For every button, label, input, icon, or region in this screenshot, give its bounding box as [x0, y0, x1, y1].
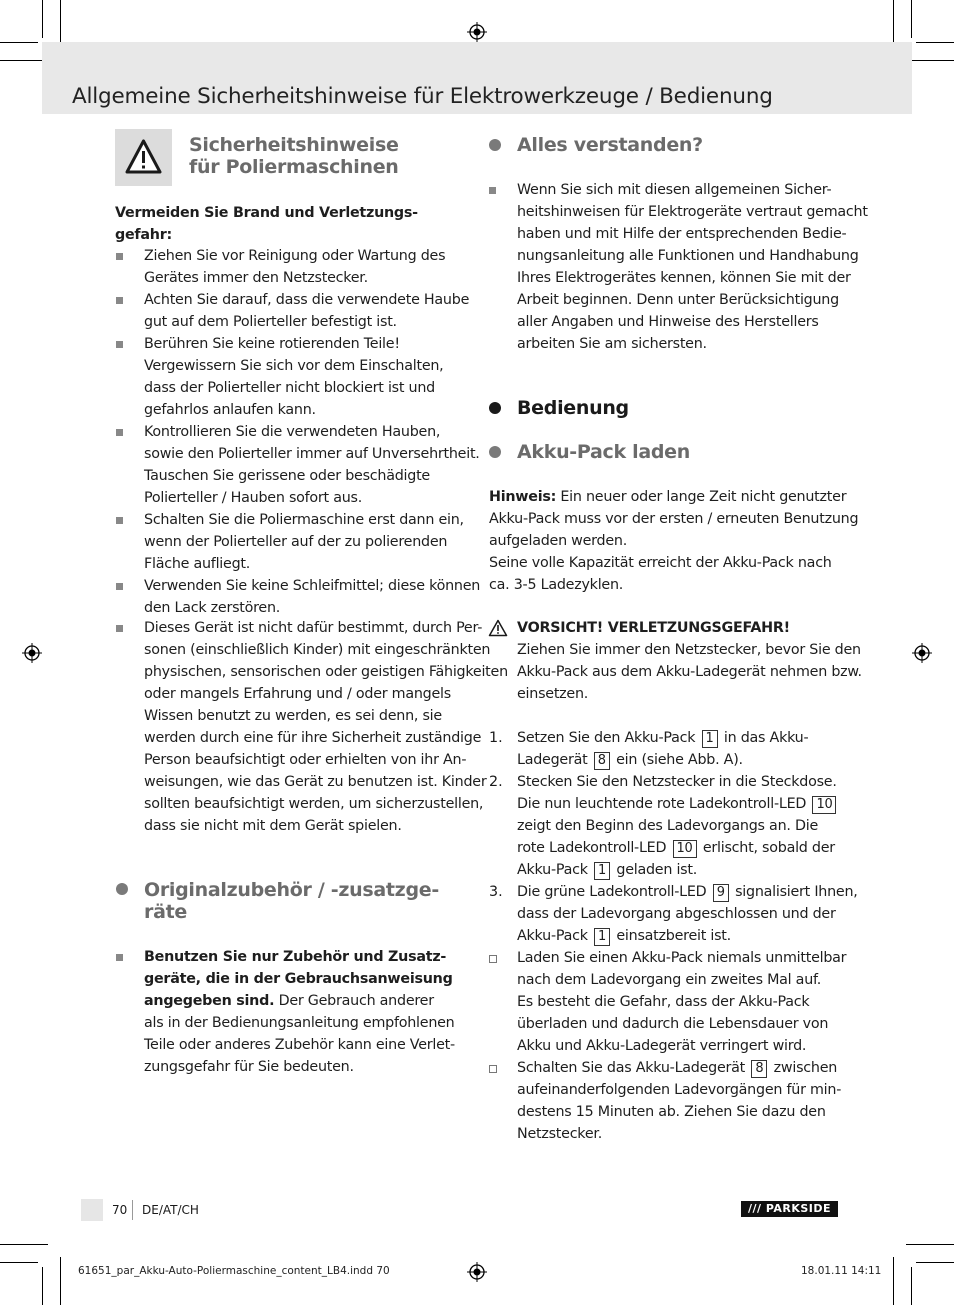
text-line: Fläche aufliegt.: [144, 556, 251, 572]
text-line: Kontrollieren Sie die verwendeten Hauben,: [144, 424, 441, 440]
text-line: destens 15 Minuten ab. Ziehen Sie dazu den: [517, 1104, 826, 1120]
text-line: Ziehen Sie immer den Netzstecker, bevor Sie den: [517, 642, 861, 658]
text-line: gefahr:: [115, 227, 172, 243]
text-line: Wissen benutzt zu werden, es sei denn, sie: [144, 708, 442, 724]
text-line: dass der Ladevorgang abgeschlossen und der: [517, 906, 836, 922]
steps-text: [517, 727, 858, 947]
note-text: [517, 947, 846, 1057]
section-title-operation: Bedienung: [517, 397, 629, 419]
text-line: heitshinweisen für Elektrogeräte vertraut gemacht: [517, 204, 868, 220]
ref-box: 9: [713, 884, 729, 902]
text-span: erlischt, sobald der: [702, 840, 835, 856]
list-item: [144, 245, 445, 289]
crop-mark: [911, 1267, 912, 1305]
section-title-line: räte: [144, 901, 187, 923]
text-line: Laden Sie einen Akku-Pack niemals unmittelbar: [517, 950, 847, 966]
step-number: 2.: [489, 774, 503, 790]
text-line: wenn der Polierteller auf der zu polierenden: [144, 534, 448, 550]
caution-text: [517, 617, 862, 705]
registration-mark-icon: [22, 643, 42, 663]
text-line: aller Angaben und Hinweise des Herstellers: [517, 314, 819, 330]
ref-box: 1: [594, 862, 610, 880]
crop-mark: [906, 60, 954, 61]
brand-logo: [741, 1201, 838, 1217]
list-item: [144, 421, 480, 509]
ref-box: 8: [751, 1060, 767, 1078]
text-line: Akku-Pack aus dem Akku-Ladegerät nehmen bzw.: [517, 664, 862, 680]
text-line: Gerätes immer den Netzstecker.: [144, 270, 368, 286]
list-bullet-icon: [116, 429, 123, 436]
page-title: Allgemeine Sicherheitshinweise für Elektrowerkzeuge / Bedienung: [72, 84, 773, 109]
crop-mark: [916, 1262, 954, 1263]
list-bullet-icon: [116, 625, 123, 632]
list-item: [144, 575, 480, 619]
text-span: Die nun leuchtende rote Ladekontroll-LED: [517, 796, 807, 812]
text-line: nach dem Ladevorgang ein zweites Mal auf.: [517, 972, 822, 988]
hint-text: [489, 486, 858, 596]
understood-text: [517, 179, 868, 355]
registration-mark-icon: [912, 643, 932, 663]
text-span: einsatzbereit ist.: [616, 928, 731, 944]
step-number: 3.: [489, 884, 503, 900]
text-span: zwischen: [773, 1060, 838, 1076]
text-line: Achten Sie darauf, dass die verwendete Haube: [144, 292, 470, 308]
region-code: DE/AT/CH: [142, 1203, 199, 1217]
text-line: Es besteht die Gefahr, dass der Akku-Pack: [517, 994, 810, 1010]
section-title-accessories: [144, 879, 439, 923]
section-title-line: Sicherheitshinweise: [189, 134, 399, 156]
crop-mark: [893, 1257, 894, 1305]
list-bullet-icon: [116, 253, 123, 260]
text-line: einsetzen.: [517, 686, 589, 702]
text-line: aufeinanderfolgenden Ladevorgängen für min-: [517, 1082, 842, 1098]
text-line: Berühren Sie keine rotierenden Teile!: [144, 336, 400, 352]
text-line: Akku-Pack muss vor der ersten / erneuten Benutzung: [489, 511, 859, 527]
text-line: nungsanleitung alle Funktionen und Handhabung: [517, 248, 859, 264]
text-line: Tauschen Sie gerissene oder beschädigte: [144, 468, 430, 484]
crop-mark: [0, 42, 38, 43]
note-bullet-icon: [489, 1065, 497, 1073]
crop-mark: [0, 1262, 38, 1263]
footer-page-box: [81, 1199, 103, 1221]
list-item: [144, 617, 508, 837]
text-line: dass der Polierteller nicht blockiert ist und: [144, 380, 435, 396]
text-line: Seine volle Kapazität erreicht der Akku-Pack nach: [489, 555, 832, 571]
text-line: Ziehen Sie vor Reinigung oder Wartung des: [144, 248, 446, 264]
crop-mark: [893, 0, 894, 48]
page-number: 70: [112, 1203, 128, 1217]
text-line: zungsgefahr für Sie bedeuten.: [144, 1059, 354, 1075]
list-bullet-icon: [116, 583, 123, 590]
text-line: aufgeladen werden.: [489, 533, 628, 549]
ref-box: 10: [812, 796, 836, 814]
text-line: Vergewissern Sie sich vor dem Einschalten,: [144, 358, 444, 374]
text-line: oder mangels Erfahrung und / oder mangels: [144, 686, 451, 702]
caution-title: VORSICHT! VERLETZUNGSGEFAHR!: [517, 620, 790, 636]
registration-mark-icon: [467, 22, 487, 42]
text-line: als in der Bedienungsanleitung empfohlenen: [144, 1015, 455, 1031]
text-line: Schalten Sie die Poliermaschine erst dann ein,: [144, 512, 464, 528]
text-line: Polierteller / Hauben sofort aus.: [144, 490, 363, 506]
text-line: Verwenden Sie keine Schleifmittel; diese können: [144, 578, 481, 594]
text-span: Akku-Pack: [517, 928, 588, 944]
text-line: haben und mit Hilfe der entsprechenden Bedie-: [517, 226, 847, 242]
text-line: Ihres Elektrogerätes kennen, können Sie mit der: [517, 270, 851, 286]
text-span: Die grüne Ladekontroll-LED: [517, 884, 707, 900]
section-title-safety: [189, 134, 399, 178]
list-bullet-icon: [116, 954, 123, 961]
list-bullet-icon: [489, 187, 496, 194]
text-span: Ein neuer oder lange Zeit nicht genutzter: [556, 489, 847, 505]
list-bullet-icon: [116, 341, 123, 348]
text-span: rote Ladekontroll-LED: [517, 840, 667, 856]
crop-mark: [0, 60, 48, 61]
text-span: Der Gebrauch anderer: [274, 993, 434, 1009]
brand-logo-text: /// PARKSIDE: [747, 1202, 832, 1215]
text-line: physischen, sensorischen oder geistigen Fähigkeiten: [144, 664, 508, 680]
text-line: gefahrlos anlaufen kann.: [144, 402, 316, 418]
text-line: ca. 3-5 Ladezyklen.: [489, 577, 624, 593]
text-line: Akku und Akku-Ladegerät verringert wird.: [517, 1038, 807, 1054]
text-line: Person beaufsichtigt oder erhielten von ihr An-: [144, 752, 467, 768]
text-line: werden durch eine für ihre Sicherheit zuständige: [144, 730, 482, 746]
step-number: 1.: [489, 730, 503, 746]
list-item: [144, 289, 469, 333]
footer-divider: [132, 1200, 133, 1220]
text-span: Setzen Sie den Akku-Pack: [517, 730, 696, 746]
print-date: 18.01.11 14:11: [801, 1265, 882, 1277]
file-slug: 61651_par_Akku-Auto-Poliermaschine_content_LB4.indd 70: [78, 1265, 390, 1277]
text-line: Stecken Sie den Netzstecker in die Steckdose.: [517, 774, 837, 790]
bullet-dot-icon: [116, 883, 128, 895]
text-line: dass sie nicht mit dem Gerät spielen.: [144, 818, 402, 834]
text-span: ein (siehe Abb. A).: [616, 752, 743, 768]
crop-mark: [0, 1244, 48, 1245]
section-title-line: für Poliermaschinen: [189, 156, 399, 178]
bullet-dot-icon: [489, 402, 501, 414]
crop-mark: [60, 0, 61, 48]
ref-box: 8: [594, 752, 610, 770]
crop-mark: [42, 0, 43, 38]
registration-mark-icon: [467, 1262, 487, 1282]
text-span: Akku-Pack: [517, 862, 588, 878]
crop-mark: [906, 1244, 954, 1245]
section-title-charge: Akku-Pack laden: [517, 441, 690, 463]
text-line: Wenn Sie sich mit diesen allgemeinen Sicher-: [517, 182, 832, 198]
section-title-understood: Alles verstanden?: [517, 134, 703, 156]
text-span: angegeben sind.: [144, 993, 275, 1009]
list-bullet-icon: [116, 517, 123, 524]
crop-mark: [42, 1267, 43, 1305]
bullet-dot-icon: [489, 446, 501, 458]
note-bullet-icon: [489, 955, 497, 963]
text-line: weisungen, wie das Gerät zu benutzen ist. Kinder: [144, 774, 487, 790]
crop-mark: [916, 42, 954, 43]
text-line: sowie den Polierteller immer auf Unversehrtheit.: [144, 446, 480, 462]
text-span: Schalten Sie das Akku-Ladegerät: [517, 1060, 746, 1076]
warning-triangle-icon: [115, 129, 172, 186]
text-line: Dieses Gerät ist nicht dafür bestimmt, durch Per-: [144, 620, 483, 636]
text-line: überladen und dadurch die Lebensdauer von: [517, 1016, 829, 1032]
warning-box: [115, 129, 172, 186]
text-line: Arbeit beginnen. Denn unter Berücksichtigung: [517, 292, 839, 308]
bullet-dot-icon: [489, 139, 501, 151]
crop-mark: [911, 0, 912, 38]
text-span: geladen ist.: [616, 862, 698, 878]
text-line: geräte, die in der Gebrauchsanweisung: [144, 971, 453, 987]
ref-box: 1: [594, 928, 610, 946]
text-line: den Lack zerstören.: [144, 600, 281, 616]
hint-label: Hinweis:: [489, 489, 557, 505]
section-title-line: Originalzubehör / -zusatzge-: [144, 879, 439, 901]
text-span: signalisiert Ihnen,: [735, 884, 858, 900]
list-item: [144, 333, 443, 421]
accessories-text: [144, 946, 455, 1078]
text-line: Benutzen Sie nur Zubehör und Zusatz-: [144, 949, 447, 965]
crop-mark: [60, 1257, 61, 1305]
text-line: zeigt den Beginn des Ladevorgangs an. Die: [517, 818, 818, 834]
text-line: sonen (einschließlich Kinder) mit eingeschränkten: [144, 642, 491, 658]
text-span: in das Akku-: [723, 730, 809, 746]
note-text: [517, 1057, 841, 1145]
text-line: Teile oder anderes Zubehör kann eine Verlet-: [144, 1037, 455, 1053]
text-line: gut auf dem Polierteller befestigt ist.: [144, 314, 397, 330]
ref-box: 10: [673, 840, 697, 858]
ref-box: 1: [702, 730, 718, 748]
list-bullet-icon: [116, 297, 123, 304]
text-line: sollten beaufsichtigt werden, um sicherzustellen,: [144, 796, 484, 812]
text-span: Ladegerät: [517, 752, 588, 768]
text-line: Vermeiden Sie Brand und Verletzungs-: [115, 205, 418, 221]
text-line: Netzstecker.: [517, 1126, 602, 1142]
text-line: arbeiten Sie am sichersten.: [517, 336, 707, 352]
list-item: [144, 509, 464, 575]
caution-triangle-icon: [488, 619, 508, 637]
intro-warning: [115, 202, 418, 246]
